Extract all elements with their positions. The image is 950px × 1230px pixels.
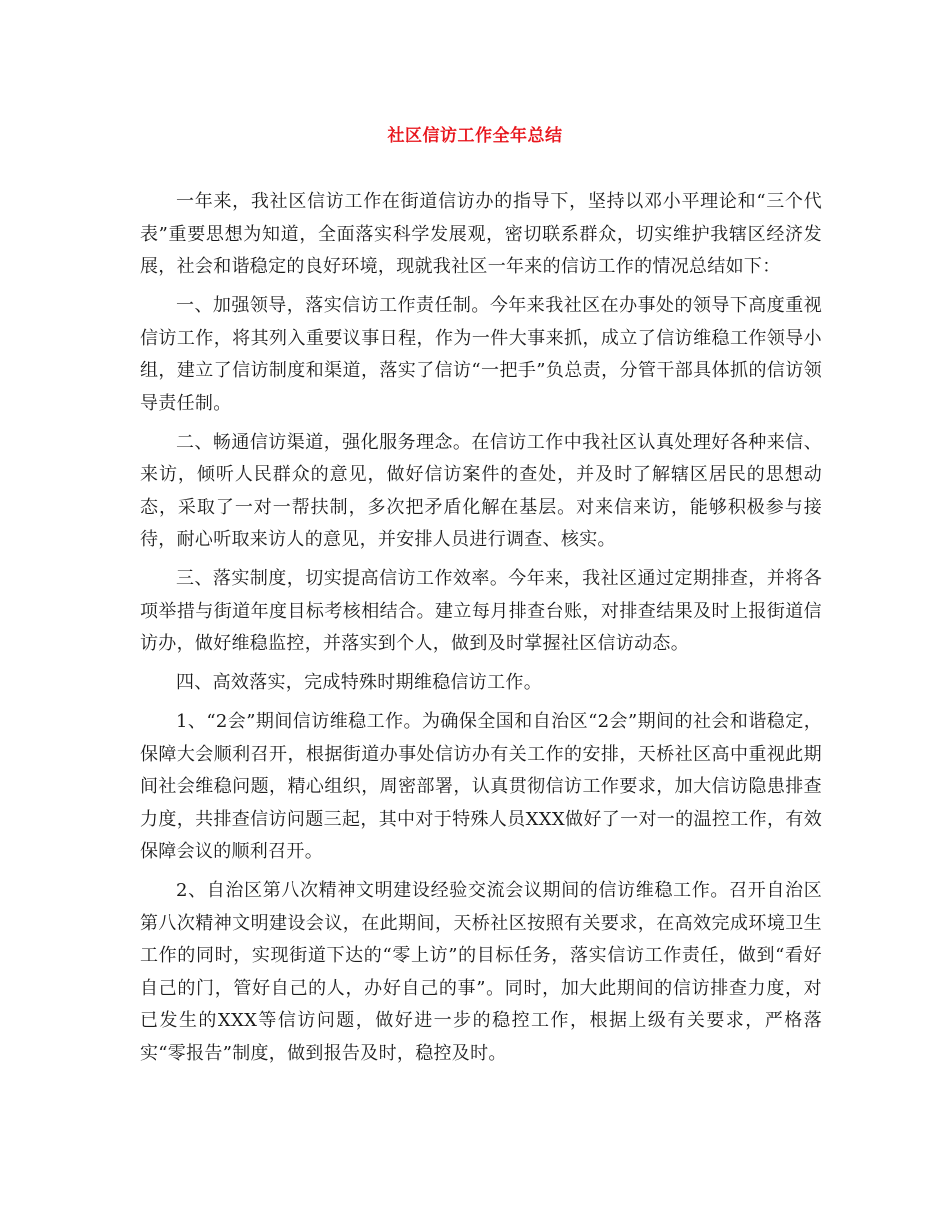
paragraph-section-4: 四、高效落实，完成特殊时期维稳信访工作。 bbox=[176, 672, 542, 693]
paragraph-item-1: 1、“2会”期间信访维稳工作。为确保全国和自治区“2会”期间的社会和谐稳定，保障大会顺利召开，根据街道办事处信访办有关工作的安排，天桥社区高中重视此期间社会维稳问题，精心组织，周密部署，认真贯彻信访工作要求，加大信访隐患排查力度，共排查信访问题三起，其中对于特殊人员XXX做好了一对一的温控工作，有效保障会议的顺利召开。 bbox=[140, 711, 822, 862]
paragraph-section-3: 三、落实制度，切实提高信访工作效率。今年来，我社区通过定期排查，并将各项举措与街道年度目标考核相结合。建立每月排查台账，对排查结果及时上报街道信访办，做好维稳监控，并落实到个人，做到及时掌握社区信访动态。 bbox=[140, 568, 822, 654]
paragraph-item-2: 2、自治区第八次精神文明建设经验交流会议期间的信访维稳工作。召开自治区第八次精神文明建设会议，在此期间，天桥社区按照有关要求，在高效完成环境卫生工作的同时，实现街道下达的“零上访”的目标任务，落实信访工作责任，做到“看好自己的门，管好自己的人，办好自己的事”。同时，加大此期间的信访排查力度，对已发生的XXX等信访问题，做好进一步的稳控工作，根据上级有关要求，严格落实“零报告”制度，做到报告及时，稳控及时。 bbox=[140, 880, 822, 1064]
paragraph-intro: 一年来，我社区信访工作在街道信访办的指导下，坚持以邓小平理论和“三个代表”重要思想为知道，全面落实科学发展观，密切联系群众，切实维护我辖区经济发展，社会和谐稳定的良好环境，现就我社区一年来的信访工作的情况总结如下： bbox=[140, 191, 822, 277]
document-title: 社区信访工作全年总结 bbox=[387, 126, 563, 146]
paragraph-section-2: 二、畅通信访渠道，强化服务理念。在信访工作中我社区认真处理好各种来信、来访，倾听人民群众的意见，做好信访案件的查处，并及时了解辖区居民的思想动态，采取了一对一帮扶制，多次把矛盾化解在基层。对来信来访，能够积极参与接待，耐心听取来访人的意见，并安排人员进行调查、核实。 bbox=[140, 431, 822, 550]
paragraph-section-1: 一、加强领导，落实信访工作责任制。今年来我社区在办事处的领导下高度重视信访工作，将其列入重要议事日程，作为一件大事来抓，成立了信访维稳工作领导小组，建立了信访制度和渠道，落实了信访“一把手”负总责，分管干部具体抓的信访领导责任制。 bbox=[140, 295, 822, 414]
document-body bbox=[140, 186, 822, 1070]
